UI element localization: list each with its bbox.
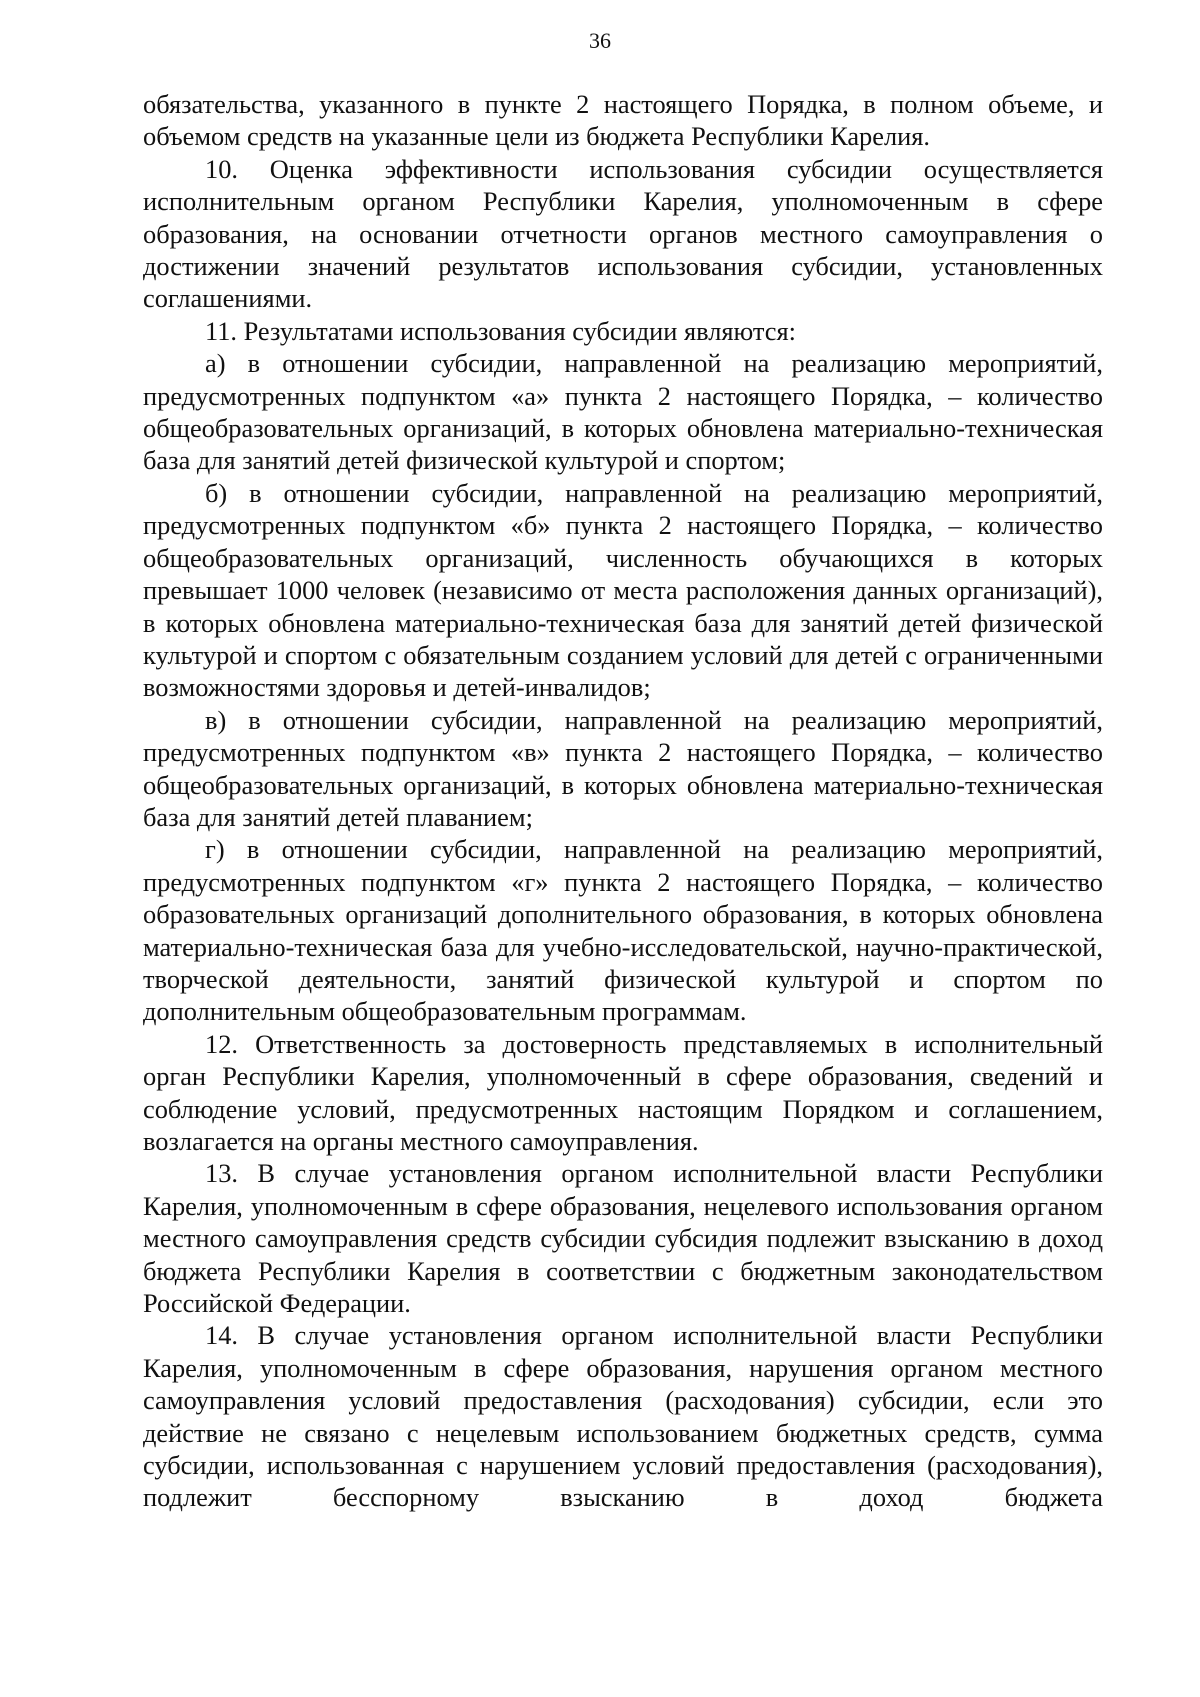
paragraph-13: 13. В случае установления органом исполнительной власти Республики Карелия, уполномоченным в сфере образования, нецелевого использования органом местного самоуправления средств субсидии субсидия подлежит взысканию в доход бюджета Республики Карелия в соответствии с бюджетным законодательством Российской Федерации. [143,1158,1103,1319]
paragraph-11: 11. Результатами использования субсидии являются: [205,315,796,346]
paragraph-10: 10. Оценка эффективности использования субсидии осуществляется исполнительным органом Республики Карелия, уполномоченным в сфере образования, на основании отчетности органов местного самоуправления о достижении значений результатов использования субсидии, установленных соглашениями. [143,153,1103,314]
paragraph-11-g: г) в отношении субсидии, направленной на реализацию мероприятий, предусмотренных подпунктом «г» пункта 2 настоящего Порядка, – количество образовательных организаций дополнительного образования, в которых обновлена материально-техническая база для учебно-исследовательской, научно-практической, творческой деятельности, занятий физической культурой и спортом по дополнительным общеобразовательным программам. [143,834,1103,1027]
paragraph-12: 12. Ответственность за достоверность представляемых в исполнительный орган Республики Карелия, уполномоченный в сфере образования, сведений и соблюдение условий, предусмотренных настоящим Порядком и соглашением, возлагается на органы местного самоуправления. [143,1028,1103,1156]
paragraph-11-b: б) в отношении субсидии, направленной на реализацию мероприятий, предусмотренных подпунктом «б» пункта 2 настоящего Порядка, – количество общеобразовательных организаций, численность обучающихся в которых превышает 1000 человек (независимо от места расположения данных организаций), в которых обновлена материально-техническая база для занятий детей физической культурой и спортом с обязательным созданием условий для детей с ограниченными возможностями здоровья и детей-инвалидов; [143,477,1103,703]
page-number: 36 [589,28,611,53]
document-body [143,88,1103,1514]
paragraph-11-a: а) в отношении субсидии, направленной на реализацию мероприятий, предусмотренных подпунктом «а» пункта 2 настоящего Порядка, – количество общеобразовательных организаций, в которых обновлена материально-техническая база для занятий детей физической культурой и спортом; [143,348,1103,476]
paragraph-continuation: обязательства, указанного в пункте 2 настоящего Порядка, в полном объеме, и объемом средств на указанные цели из бюджета Республики Карелия. [143,89,1103,152]
paragraph-11-v: в) в отношении субсидии, направленной на реализацию мероприятий, предусмотренных подпунктом «в» пункта 2 настоящего Порядка, – количество общеобразовательных организаций, в которых обновлена материально-техническая база для занятий детей плаванием; [143,704,1103,832]
paragraph-14: 14. В случае установления органом исполнительной власти Республики Карелия, уполномоченным в сфере образования, нарушения органом местного самоуправления условий предоставления (расходования) субсидии, если это действие не связано с нецелевым использованием бюджетных средств, сумма субсидии, использованная с нарушением условий предоставления (расходования), подлежит бесспорному взысканию в доход бюджета [143,1320,1103,1513]
